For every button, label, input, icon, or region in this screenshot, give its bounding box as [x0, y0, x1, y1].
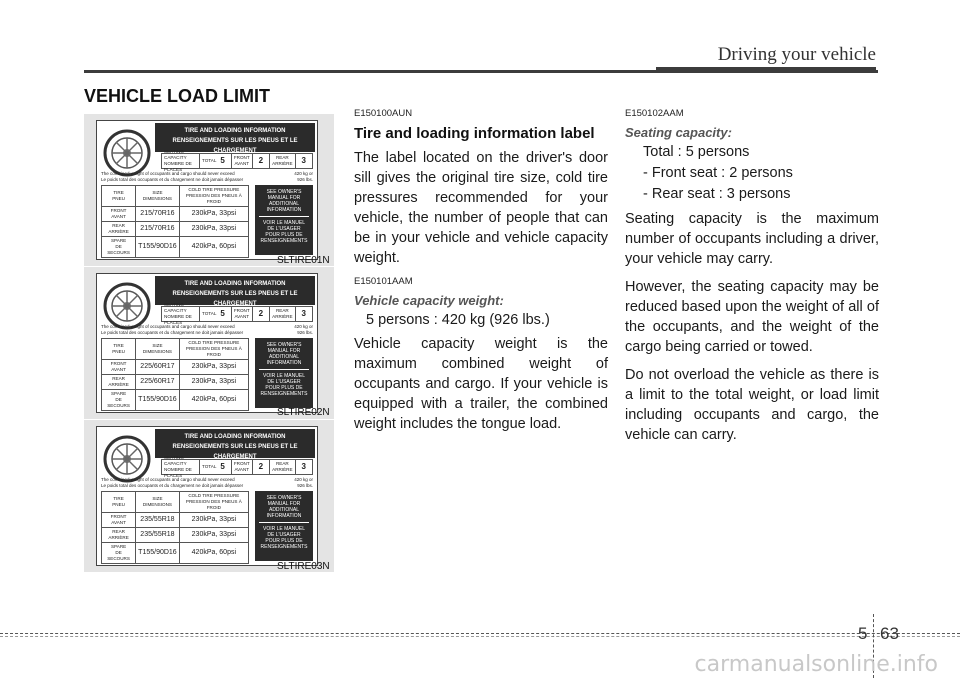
tire-icon	[103, 129, 151, 177]
seating-capacity-row: SEATING CAPACITY NOMBRE DE PLACES TOTAL 5 FRONT AVANT 2 REAR ARRIÈRE 3	[161, 306, 313, 322]
see-manual-box: SEE OWNER'S MANUAL FOR ADDITIONAL INFORMATION VOIR LE MANUEL DE L'USAGER POUR PLUS DE RENSEIGNEMENTS	[255, 338, 313, 408]
footer-rule	[0, 636, 960, 637]
sub-heading: Vehicle capacity weight:	[354, 293, 504, 308]
figure-caption: SLTIRE02N	[277, 407, 330, 418]
tire-icon	[103, 435, 151, 483]
weight-limit-text: The combined weight of occupants and cargo should never exceed Le poids total des occupants et du chargement ne doit jamais dépasser 420 kg or 926 lbs.	[101, 477, 313, 488]
tire-icon	[103, 282, 151, 330]
header-section-title: Driving your vehicle	[717, 44, 876, 65]
tire-pressure-table: TIRE PNEU SIZE DIMENSIONS COLD TIRE PRESSURE PRESSION DES PNEUS À FROID FRONT AVANT 225/60R17 230kPa, 33psi REAR ARRIÈRE 225/60R17 230kPa, 33psi SPARE DE SECOURS T155/90D16 420kPa, 60psi	[101, 338, 249, 411]
seating-capacity-row: SEATING CAPACITY NOMBRE DE PLACES TOTAL 5 FRONT AVANT 2 REAR ARRIÈRE 3	[161, 153, 313, 169]
header-rule-accent	[656, 67, 876, 73]
weight-limit-text: The combined weight of occupants and cargo should never exceed Le poids total des occupants et du chargement ne doit jamais dépasser 420 kg or 926 lbs.	[101, 324, 313, 335]
label-heading: TIRE AND LOADING INFORMATION RENSEIGNEMENTS SUR LES PNEUS ET LE CHARGEMENT	[155, 276, 315, 305]
ref-code: E150100AUN	[354, 108, 413, 119]
middle-column	[354, 108, 608, 442]
see-manual-box: SEE OWNER'S MANUAL FOR ADDITIONAL INFORMATION VOIR LE MANUEL DE L'USAGER POUR PLUS DE RENSEIGNEMENTS	[255, 491, 313, 561]
paragraph: Do not overload the vehicle as there is a limit to the total weight, or load limit including occupants and cargo, the vehicle can carry.	[625, 367, 879, 443]
figure-caption: SLTIRE03N	[277, 561, 330, 572]
watermark: carmanualsonline.info	[694, 652, 938, 677]
tire-label-card	[96, 426, 318, 566]
paragraph: However, the seating capacity may be reduced based upon the weight of all of the occupants, and the weight of the cargo being carried or towed.	[625, 279, 879, 355]
section-title: VEHICLE LOAD LIMIT	[84, 86, 270, 106]
tire-label-panel	[84, 420, 334, 572]
seat-rear: - Rear seat : 3 persons	[643, 186, 791, 202]
subsection-heading: Tire and loading information label	[354, 125, 595, 142]
seating-capacity-row: SEATING CAPACITY NOMBRE DE PLACES TOTAL 5 FRONT AVANT 2 REAR ARRIÈRE 3	[161, 459, 313, 475]
sub-heading: Seating capacity:	[625, 125, 732, 140]
paragraph: Seating capacity is the maximum number of occupants including a driver, your vehicle may carry.	[625, 211, 879, 267]
paragraph: Vehicle capacity weight is the maximum combined weight of occupants and cargo. If your vehicle is equipped with a trailer, the combined weight includes the tongue load.	[354, 336, 608, 432]
paragraph: The label located on the driver's door sill gives the original tire size, cold tire pressures recommended for your vehicle, the number of people that can be in your vehicle and vehicle capacity weight.	[354, 150, 608, 266]
label-heading: TIRE AND LOADING INFORMATION RENSEIGNEMENTS SUR LES PNEUS ET LE CHARGEMENT	[155, 429, 315, 458]
tire-label-panel	[84, 114, 334, 266]
page-number: 63	[880, 624, 899, 643]
chapter-number: 5	[858, 624, 868, 643]
label-heading: TIRE AND LOADING INFORMATION RENSEIGNEMENTS SUR LES PNEUS ET LE CHARGEMENT	[155, 123, 315, 152]
ref-code: E150101AAM	[354, 276, 413, 287]
figure-caption: SLTIRE01N	[277, 255, 330, 266]
right-column	[625, 108, 879, 453]
see-manual-box: SEE OWNER'S MANUAL FOR ADDITIONAL INFORMATION VOIR LE MANUEL DE L'USAGER POUR PLUS DE RENSEIGNEMENTS	[255, 185, 313, 255]
tire-label-panel	[84, 267, 334, 419]
capacity-value: 5 persons : 420 kg (926 lbs.)	[366, 312, 550, 328]
tire-pressure-table: TIRE PNEU SIZE DIMENSIONS COLD TIRE PRESSURE PRESSION DES PNEUS À FROID FRONT AVANT 215/70R16 230kPa, 33psi REAR ARRIÈRE 215/70R16 230kPa, 33psi SPARE DE SECOURS T155/90D16 420kPa, 60psi	[101, 185, 249, 258]
weight-limit-text: The combined weight of occupants and cargo should never exceed Le poids total des occupants et du chargement ne doit jamais dépasser 420 kg or 926 lbs.	[101, 171, 313, 182]
tire-label-card	[96, 273, 318, 413]
ref-code: E150102AAM	[625, 108, 684, 119]
footer-rule	[0, 633, 960, 634]
seat-total: Total : 5 persons	[643, 144, 750, 160]
tire-pressure-table: TIRE PNEU SIZE DIMENSIONS COLD TIRE PRESSURE PRESSION DES PNEUS À FROID FRONT AVANT 235/55R18 230kPa, 33psi REAR ARRIÈRE 235/55R18 230kPa, 33psi SPARE DE SECOURS T155/90D16 420kPa, 60psi	[101, 491, 249, 564]
tire-label-card	[96, 120, 318, 260]
seat-front: - Front seat : 2 persons	[643, 165, 793, 181]
